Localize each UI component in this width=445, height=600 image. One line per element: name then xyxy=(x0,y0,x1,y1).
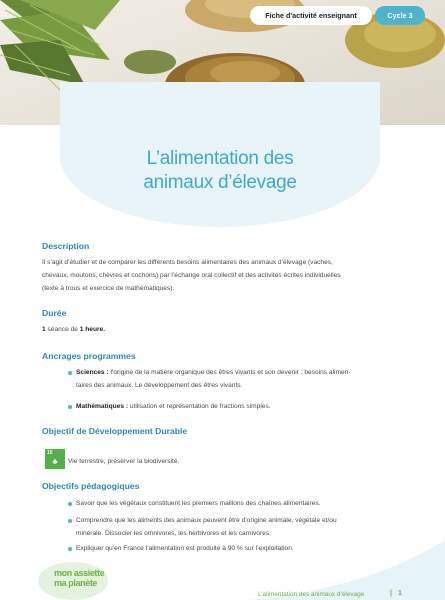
duree-heading: Durée xyxy=(42,308,67,318)
sciences-text-line-1: l’origine de la matière organique des êtres vivants et son devenir : besoins alimen- xyxy=(108,369,351,376)
duree-count: 1 xyxy=(42,326,46,333)
description-heading: Description xyxy=(42,241,90,251)
description-line-2: chevaux, moutons, chèvres et cochons) par l’échange oral collectif et des activités écrites individuelles xyxy=(42,272,341,279)
duree-length: 1 heure. xyxy=(79,326,106,333)
cycle-badge: Cycle 3 xyxy=(375,6,425,25)
description-text xyxy=(42,256,392,295)
objectifs-heading: Objectifs pédagogiques xyxy=(42,481,140,491)
objectifs-list-2 xyxy=(70,514,400,540)
odd-heading: Objectif de Développement Durable xyxy=(42,426,188,436)
ancrages-item-maths xyxy=(70,400,400,413)
ancrages-list xyxy=(70,366,400,392)
objectifs-item-2-line-2: minérale. Dissocier les omnivores, les herbivores et les carnivores. xyxy=(76,530,271,537)
objectifs-item-1: Savoir que les végétaux constituent les premiers maillons des chaînes alimentaires. xyxy=(70,497,400,510)
tree-icon: ♣ xyxy=(52,457,58,466)
objectifs-item-2 xyxy=(70,514,400,540)
sdg-15-icon xyxy=(45,449,65,469)
ancrages-list-2 xyxy=(70,400,400,413)
maths-label: Mathématiques : xyxy=(76,403,129,410)
logo-line-2: ma planète xyxy=(54,578,98,588)
odd-text: Vie terrestre, préserver la biodiversité. xyxy=(68,458,180,465)
ancrages-item-sciences xyxy=(70,366,400,392)
footer-separator: | xyxy=(390,590,392,597)
page-title xyxy=(60,147,380,195)
maths-text: utilisation et représentation de fractions simples. xyxy=(128,403,271,410)
objectifs-list xyxy=(70,497,400,510)
description-line-3: (texte à trous et exercice de mathématiques). xyxy=(42,285,175,292)
ancrages-heading: Ancrages programmes xyxy=(42,351,136,361)
sdg-number: 15 xyxy=(47,450,53,456)
page-title-line-2: animaux d’élevage xyxy=(143,172,297,193)
objectifs-item-3: Expliquer qu’en France l’alimentation est produite à 90 % sur l’exploitation. xyxy=(70,542,400,555)
objectifs-item-2-line-1: Comprendre que les aliments des animaux peuvent être d’origine animale, végétale et/ou xyxy=(76,517,337,524)
page-title-line-1: L’alimentation des xyxy=(146,148,294,169)
logo-line-1: mon assiette xyxy=(54,568,105,578)
duree-text xyxy=(42,323,392,336)
sciences-text-line-2: taires des animaux. Le développement des êtres vivants. xyxy=(76,382,243,389)
sciences-label: Sciences : xyxy=(76,369,109,376)
description-line-1: Il s’agit d’étudier et de comparer les différents besoins alimentaires des animaux d’élevage (vaches, xyxy=(42,259,333,266)
footer-page-number: 1 xyxy=(398,590,402,597)
activity-type-badge: Fiche d'activité enseignant xyxy=(250,6,372,25)
duree-middle: séance de xyxy=(45,326,80,333)
footer-document-title: L’alimentation des animaux d’élevage xyxy=(258,591,365,598)
